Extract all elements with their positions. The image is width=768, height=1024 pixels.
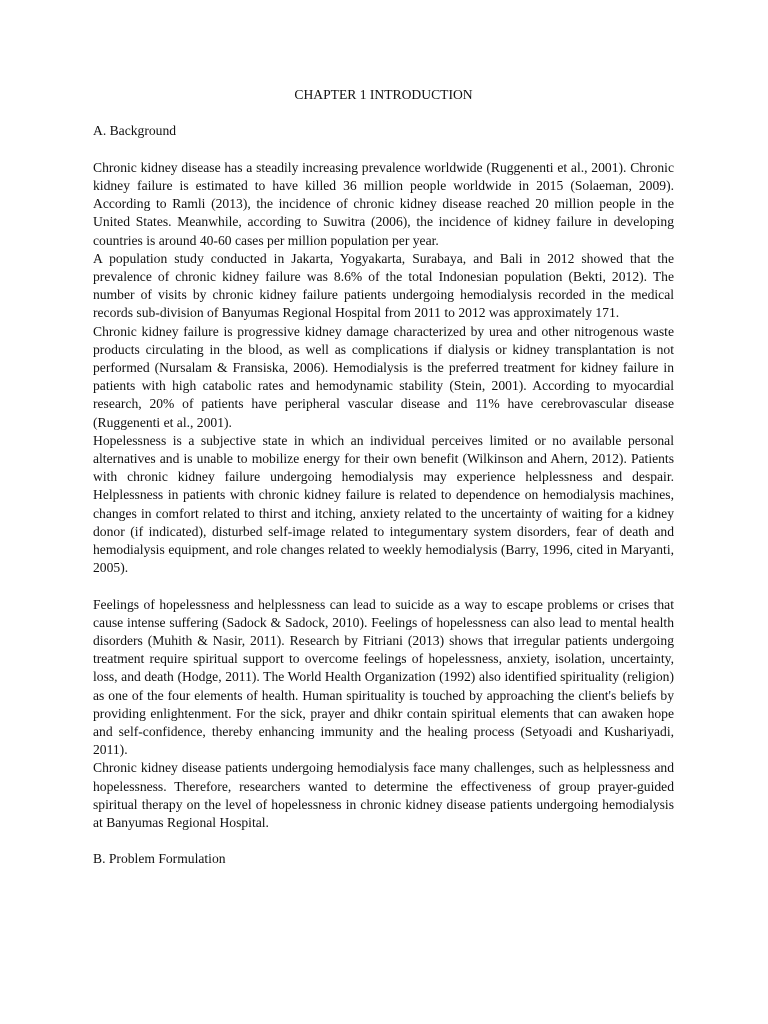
paragraph: Chronic kidney failure is progressive kidney damage characterized by urea and other nitrogenous waste products circulating in the blood, as well as complications if dialysis or kidney transplantation is not performed (Nursalam & Fransiska, 2006). Hemodialysis is the preferred treatment for kidney failure in patients with high catabolic rates and hemodynamic stability (Stein, 2001). According to myocardial research, 20% of patients have peripheral vascular disease and 11% have cerebrovascular disease (Ruggenenti et al., 2001). <box>93 323 674 430</box>
paragraph: Feelings of hopelessness and helplessness can lead to suicide as a way to escape problems or crises that cause intense suffering (Sadock & Sadock, 2010). Feelings of hopelessness can also lead to mental health disorders (Muhith & Nasir, 2011). Research by Fitriani (2013) shows that irregular patients undergoing treatment require spiritual support to overcome feelings of hopelessness, anxiety, isolation, uncertainty, loss, and death (Hodge, 2011). The World Health Organization (1992) also identified spirituality (religion) as one of the four elements of health. Human spirituality is touched by approaching the client's beliefs by providing enlightenment. For the sick, prayer and dhikr contain spiritual elements that can awaken hope and self-confidence, thereby enhancing immunity and the healing process (Setyoadi and Kushariyadi, 2011). <box>93 596 674 758</box>
paragraph: Hopelessness is a subjective state in which an individual perceives limited or no available personal alternatives and is unable to mobilize energy for their own benefit (Wilkinson and Ahern, 2012). Patients with chronic kidney failure undergoing hemodialysis may experience helplessness and despair. Helplessness in patients with chronic kidney failure is related to dependence on hemodialysis machines, changes in comfort related to thirst and itching, anxiety related to the uncertainty of waiting for a kidney donor (if indicated), disturbed self-image related to integumentary system disorders, fear of death and hemodialysis equipment, and role changes related to weekly hemodialysis (Barry, 1996, cited in Maryanti, 2005). <box>93 432 674 576</box>
paragraph: Chronic kidney disease patients undergoing hemodialysis face many challenges, such as helplessness and hopelessness. Therefore, researchers wanted to determine the effectiveness of group prayer-guided spiritual therapy on the level of hopelessness in chronic kidney disease patients undergoing hemodialysis at Banyumas Regional Hospital. <box>93 760 674 831</box>
paragraph: A population study conducted in Jakarta, Yogyakarta, Surabaya, and Bali in 2012 showed that the prevalence of chronic kidney failure was 8.6% of the total Indonesian population (Bekti, 2012). The number of visits by chronic kidney failure patients undergoing hemodialysis recorded in the medical records sub-division of Banyumas Regional Hospital from 2011 to 2012 was approximately 171. <box>93 250 674 321</box>
section-heading-problem-formulation: B. Problem Formulation <box>93 851 226 867</box>
document-page <box>93 86 674 869</box>
chapter-title: CHAPTER 1 INTRODUCTION <box>294 87 473 102</box>
section-heading-background: A. Background <box>93 123 177 139</box>
paragraph: Chronic kidney disease has a steadily increasing prevalence worldwide (Ruggenenti et al., 2001). Chronic kidney failure is estimated to have killed 36 million people worldwide in 2015 (Solaeman, 2009). According to Ramli (2013), the incidence of chronic kidney disease reached 20 million people in the United States. Meanwhile, according to Suwitra (2006), the incidence of kidney failure in developing countries is around 40-60 cases per million population per year. <box>93 159 674 248</box>
